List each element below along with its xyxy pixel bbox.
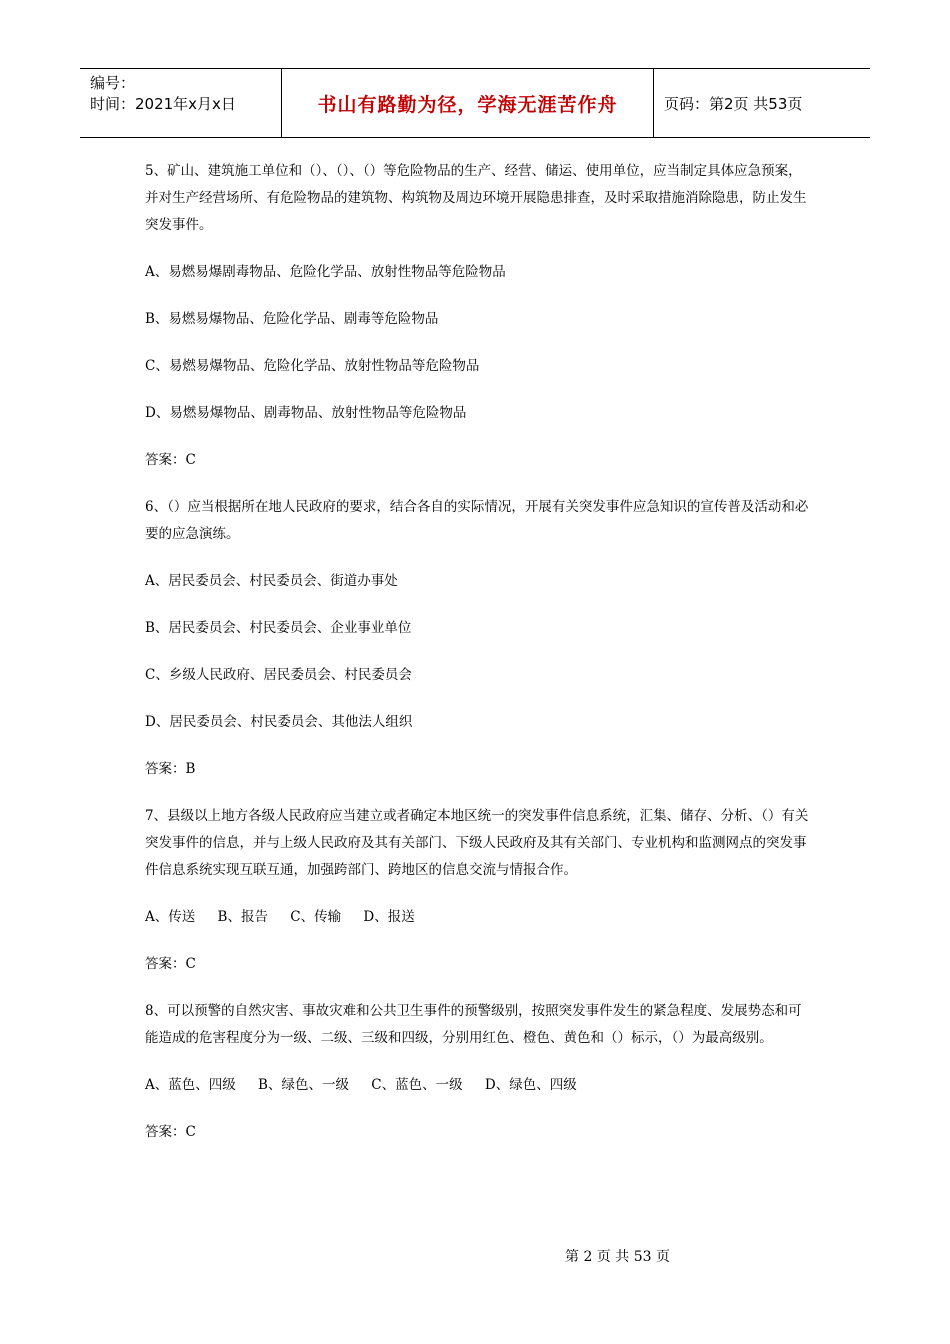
header-page-info bbox=[654, 69, 870, 137]
option: A、易燃易爆剧毒物品、危险化学品、放射性物品等危险物品 bbox=[145, 264, 506, 280]
option: A、传送 bbox=[145, 909, 196, 925]
option: D、绿色、四级 bbox=[484, 1077, 577, 1093]
header-motto-cell bbox=[282, 69, 654, 137]
option: B、易燃易爆物品、危险化学品、剧毒等危险物品 bbox=[145, 311, 439, 327]
option: B、绿色、一级 bbox=[258, 1077, 349, 1093]
answer: 答案：C bbox=[145, 956, 196, 972]
number-label: 编号： bbox=[90, 74, 136, 92]
answer: 答案：C bbox=[145, 452, 196, 468]
header-meta bbox=[80, 69, 282, 137]
inline-options bbox=[145, 1072, 810, 1099]
option: D、报送 bbox=[363, 909, 415, 925]
inline-options bbox=[145, 904, 810, 931]
option: C、易燃易爆物品、危险化学品、放射性物品等危险物品 bbox=[145, 358, 480, 374]
question-text: 6、（）应当根据所在地人民政府的要求，结合各自的实际情况，开展有关突发事件应急知识的宣传普及活动和必要的应急演练。 bbox=[145, 499, 809, 542]
option: B、报告 bbox=[217, 909, 268, 925]
option: C、蓝色、一级 bbox=[371, 1077, 463, 1093]
answer: 答案：B bbox=[145, 761, 196, 777]
time-label: 时间：2021年x月x日 bbox=[90, 95, 236, 113]
option: C、乡级人民政府、居民委员会、村民委员会 bbox=[145, 667, 412, 683]
option: B、居民委员会、村民委员会、企业事业单位 bbox=[145, 620, 412, 636]
question-text: 7、县级以上地方各级人民政府应当建立或者确定本地区统一的突发事件信息系统，汇集、储存、分析、（）有关突发事件的信息，并与上级人民政府及其有关部门、下级人民政府及其有关部门、专业机构和监测网点的突发事件信息系统实现互联互通，加强跨部门、跨地区的信息交流与情报合作。 bbox=[145, 808, 809, 878]
page-info: 页码：第2页 共53页 bbox=[664, 94, 803, 113]
document-body bbox=[145, 158, 810, 1166]
question-text: 5、矿山、建筑施工单位和（）、（）、（）等危险物品的生产、经营、储运、使用单位，应当制定具体应急预案，并对生产经营场所、有危险物品的建筑物、构筑物及周边环境开展隐患排查，及时采取措施消除隐患，防止发生突发事件。 bbox=[145, 163, 807, 233]
page-header bbox=[80, 68, 870, 138]
answer: 答案：C bbox=[145, 1124, 196, 1140]
option: D、易燃易爆物品、剧毒物品、放射性物品等危险物品 bbox=[145, 405, 467, 421]
option: A、蓝色、四级 bbox=[145, 1077, 236, 1093]
option: A、居民委员会、村民委员会、街道办事处 bbox=[145, 573, 398, 589]
footer-page-number: 第 2 页 共 53 页 bbox=[565, 1249, 670, 1265]
option: C、传输 bbox=[290, 909, 342, 925]
question-text: 8、可以预警的自然灾害、事故灾难和公共卫生事件的预警级别，按照突发事件发生的紧急程度、发展势态和可能造成的危害程度分为一级、二级、三级和四级，分别用红色、橙色、黄色和（）标示，（）为最高级别。 bbox=[145, 1003, 802, 1046]
motto: 书山有路勤为径，学海无涯苦作舟 bbox=[317, 93, 618, 116]
option: D、居民委员会、村民委员会、其他法人组织 bbox=[145, 714, 413, 730]
